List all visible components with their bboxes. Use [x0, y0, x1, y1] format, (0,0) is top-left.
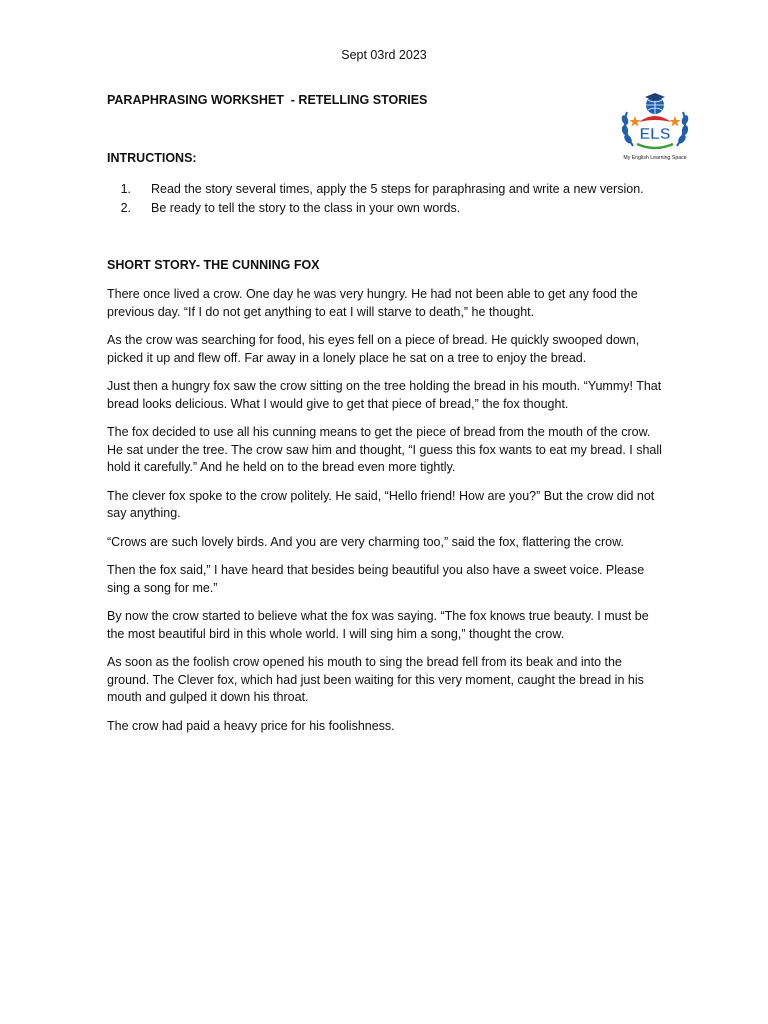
list-item	[107, 180, 644, 199]
story-paragraph: “Crows are such lovely birds. And you are very charming too,” said the fox, flattering the crow.	[107, 534, 624, 549]
story-paragraph: The clever fox spoke to the crow politely. He said, “Hello friend! How are you?” But the crow did not say anything.	[107, 488, 655, 520]
story-paragraph: Then the fox said,” I have heard that besides being beautiful you also have a sweet voice. Please sing a song for me.”	[107, 563, 645, 595]
els-logo-icon	[613, 92, 697, 164]
story-paragraph: Just then a hungry fox saw the crow sitting on the tree holding the bread in his mouth. “Yummy! That bread looks delicious. What I would give to get that piece of bread,” the fox thought.	[107, 379, 662, 411]
instructions-list	[107, 180, 644, 218]
list-item-number: 2.	[120, 201, 131, 215]
story-heading: SHORT STORY- THE CUNNING FOX	[107, 258, 320, 272]
document-date: Sept 03rd 2023	[341, 48, 427, 62]
story-paragraph: As the crow was searching for food, his eyes fell on a piece of bread. He quickly swooped down, picked it up and flew off. Far away in a lonely place he sat on a tree to enjoy the bread.	[107, 333, 640, 365]
list-item	[107, 199, 644, 218]
list-item-text: Read the story several times, apply the 5 steps for paraphrasing and write a new version.	[151, 182, 644, 196]
story-paragraph: As soon as the foolish crow opened his mouth to sing the bread fell from its beak and into the ground. The Clever fox, which had just been waiting for this very moment, caught the bread in his mouth and gulped it down his throat.	[107, 655, 644, 704]
logo-letters: ELS	[639, 126, 671, 143]
instructions-heading: INTRUCTIONS:	[107, 151, 197, 165]
story-paragraph: The fox decided to use all his cunning means to get the piece of bread from the mouth of the crow. He sat under the tree. The crow saw him and thought, “I guess this fox wants to eat my bread. I shall hold it carefully.” And he held on to the bread even more tightly.	[107, 425, 662, 474]
list-item-number: 1.	[120, 182, 131, 196]
list-item-text: Be ready to tell the story to the class in your own words.	[151, 201, 461, 215]
story-paragraph: The crow had paid a heavy price for his foolishness.	[107, 718, 395, 733]
story-paragraph: By now the crow started to believe what the fox was saying. “The fox knows true beauty. I must be the most beautiful bird in this whole world. I will sing him a song,” thought the crow.	[107, 609, 649, 641]
story-paragraph: There once lived a crow. One day he was very hungry. He had not been able to get any food the previous day. “If I do not get anything to eat I will starve to death,” he thought.	[107, 287, 638, 319]
logo-caption: My English Learning Space	[623, 155, 687, 161]
worksheet-title: PARAPHRASING WORKSHET - RETELLING STORIES	[107, 93, 428, 107]
story-body	[107, 286, 667, 746]
